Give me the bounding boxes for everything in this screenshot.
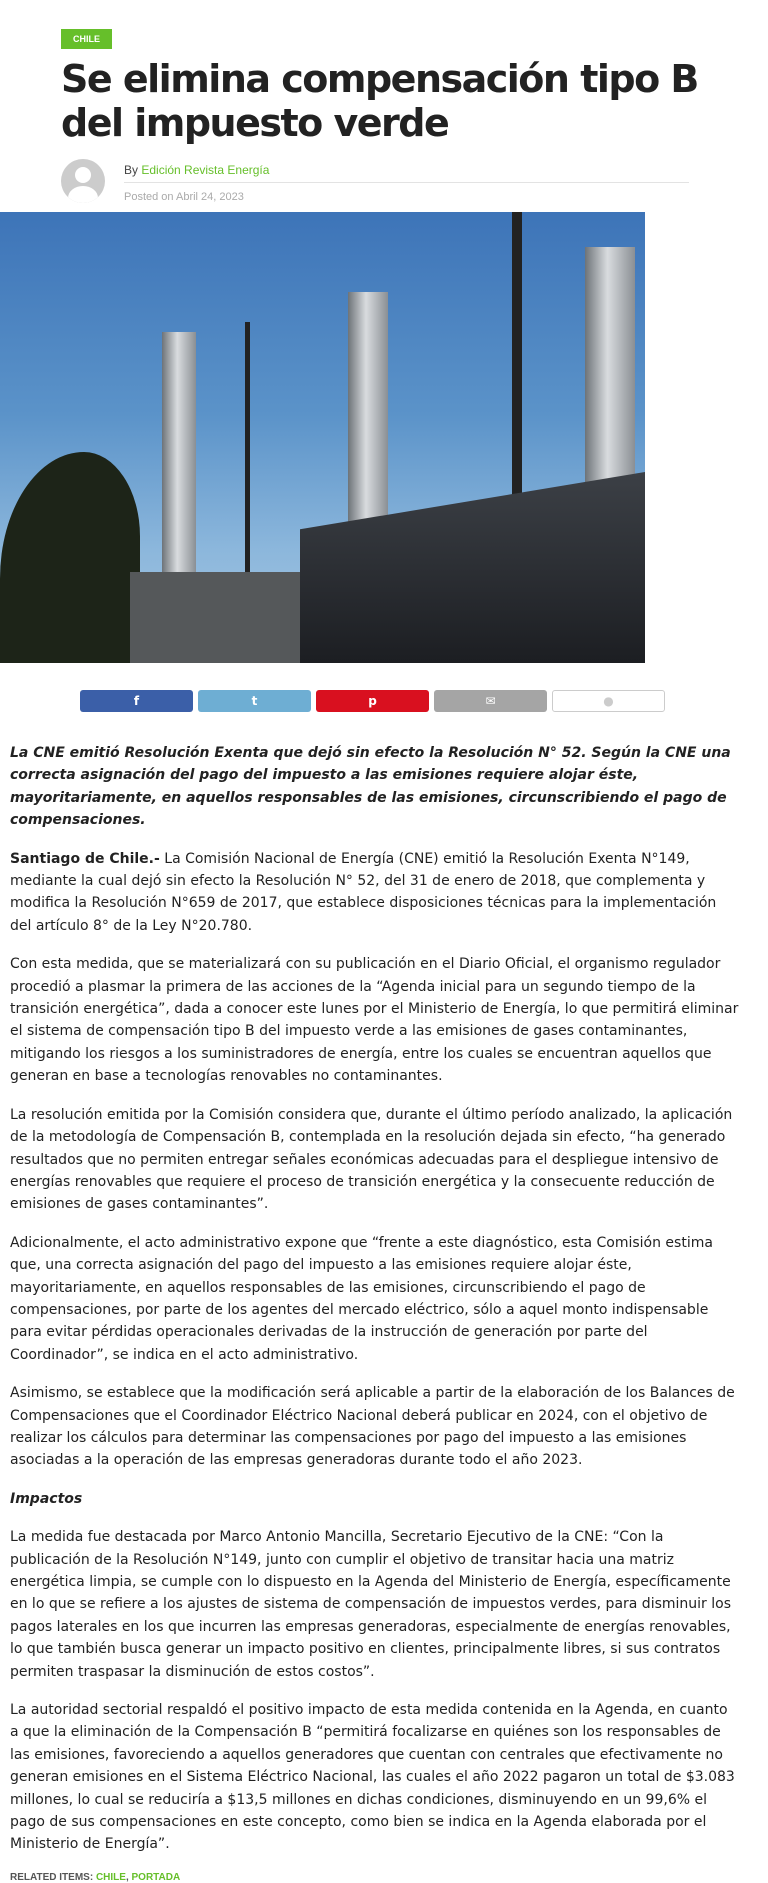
email-share-button[interactable]	[434, 690, 547, 712]
avatar	[61, 159, 105, 203]
separator: ,	[125, 1871, 129, 1883]
page-title: Se elimina compensación tipo B del impuesto verde	[61, 57, 698, 145]
share-bar	[80, 690, 665, 712]
related-label: RELATED ITEMS:	[10, 1871, 94, 1883]
paragraph: La autoridad sectorial respaldó el positivo impacto de esta medida contenida en la Agenda, en cuanto a que la eliminación de la Compensación B “permitirá focalizarse en quiénes son los responsables de las emisiones, favoreciendo a aquellos generadores que cuentan con centrales que efectivamente no generan emisiones en el Sistema Eléctrico Nacional, las cuales el año 2022 pagaron un total de $3.083 millones, lo cual se reduciría a $13,5 millones en dichas condiciones, disminuyendo en un 99,6% el pago de sus compensaciones en este concepto, como bien se indica en la Agenda elaborada por el Ministerio de Energía”.	[10, 1702, 735, 1853]
paragraph: Con esta medida, que se materializará con su publicación en el Diario Oficial, el organismo regulador procedió a plasmar la primera de las acciones de la “Agenda inicial para un segundo tiempo de la transición energética”, dada a conocer este lunes por el Ministerio de Energía, lo que permitirá eliminar el sistema de compensación tipo B del impuesto verde a las emisiones de gases contaminantes, mitigando los riesgos a los suministradores de energía, entre los cuales se encuentran aquellos que generan en base a tecnologías renovables no contaminantes.	[10, 956, 739, 1085]
email-icon: ✉	[485, 694, 496, 708]
paragraph: Adicionalmente, el acto administrativo expone que “frente a este diagnóstico, esta Comisión estima que, una correcta asignación del pago del impuesto a las emisiones requiere alojar éste, mayoritariamente, en aquellos responsables de las emisiones, circunscribiendo el pago de compensaciones, por parte de los agentes del mercado eléctrico, sólo a aquel monto indispensable para evitar pérdidas operacionales derivadas de la instrucción de generación por parte del Coordinador”, se indica en el acto administrativo.	[10, 1234, 713, 1363]
hero-image	[0, 212, 645, 663]
subheading-text: Impactos	[10, 1490, 83, 1507]
related-items	[10, 1872, 740, 1883]
facebook-icon: f	[133, 694, 140, 708]
pinterest-share-button[interactable]	[316, 690, 429, 712]
paragraph-text: La Comisión Nacional de Energía (CNE) emitió la Resolución Exenta N°149, mediante la cual dejó sin efecto la Resolución N° 52, del 31 de enero de 2018, que complementa y modifica la Resolución N°659 de 2017, que establece disposiciones técnicas para la implementación del artículo 8° de la Ley N°20.780.	[10, 850, 717, 934]
subheading	[10, 1488, 740, 1510]
paragraph	[10, 848, 740, 938]
paragraph: Asimismo, se establece que la modificación será aplicable a partir de la elaboración de los Balances de Compensaciones que el Coordinador Eléctrico Nacional deberá publicar en 2024, con el objetivo de realizar los cálculos para determinar las compensaciones por pago del impuesto a las emisiones asociadas a la operación de las empresas generadoras durante todo el año 2023.	[10, 1385, 735, 1469]
pinterest-icon: p	[368, 694, 377, 708]
tag-link[interactable]: PORTADA	[131, 1871, 181, 1883]
byline	[61, 159, 768, 209]
article-body	[10, 742, 740, 1883]
paragraph: La resolución emitida por la Comisión considera que, durante el último período analizado, la aplicación de la metodología de Compensación B, contemplada en la resolución dejada sin efecto, “ha generado resultados que no permiten entregar señales económicas adecuadas para el despliegue intensivo de energías renovables que requiere el proceso de transición energética y la consecuente reducción de emisiones de gases contaminantes”.	[10, 1106, 733, 1213]
tag-link[interactable]: CHILE	[95, 1871, 126, 1883]
lead-paragraph: La CNE emitió Resolución Exenta que dejó sin efecto la Resolución N° 52. Según la CNE una correcta asignación del pago del impuesto a las emisiones requiere alojar éste, mayoritariamente, en aquellos responsables de las emisiones, circunscribiendo el pago de compensaciones.	[10, 745, 731, 829]
author-link[interactable]: Edición Revista Energía	[141, 163, 270, 177]
comment-icon: ●	[603, 694, 614, 708]
paragraph: La medida fue destacada por Marco Antonio Mancilla, Secretario Ejecutivo de la CNE: “Con la publicación de la Resolución N°149, junto con cumplir el objetivo de transitar hacia una matriz energética limpia, se cumple con lo dispuesto en la Agenda del Ministerio de Energía, específicamente en lo que se refiere a los ajustes de sistema de compensación de impuestos verdes, para disminuir los pagos laterales en los que incurren las empresas generadoras, especialmente de energías renovables, lo que también busca generar un impacto positivo en clientes, principalmente libres, si sus contratos permiten traspasar la disminución de estos costos”.	[10, 1529, 731, 1680]
article-header	[0, 0, 768, 209]
twitter-icon: t	[251, 694, 258, 708]
facebook-share-button[interactable]	[80, 690, 193, 712]
post-date: Posted on Abril 24, 2023	[124, 191, 244, 203]
dateline: Santiago de Chile.-	[10, 850, 160, 867]
category-badge[interactable]: CHILE	[61, 29, 112, 49]
twitter-share-button[interactable]	[198, 690, 311, 712]
author-line	[124, 163, 689, 183]
by-label: By	[124, 163, 139, 177]
comment-button[interactable]	[552, 690, 665, 712]
